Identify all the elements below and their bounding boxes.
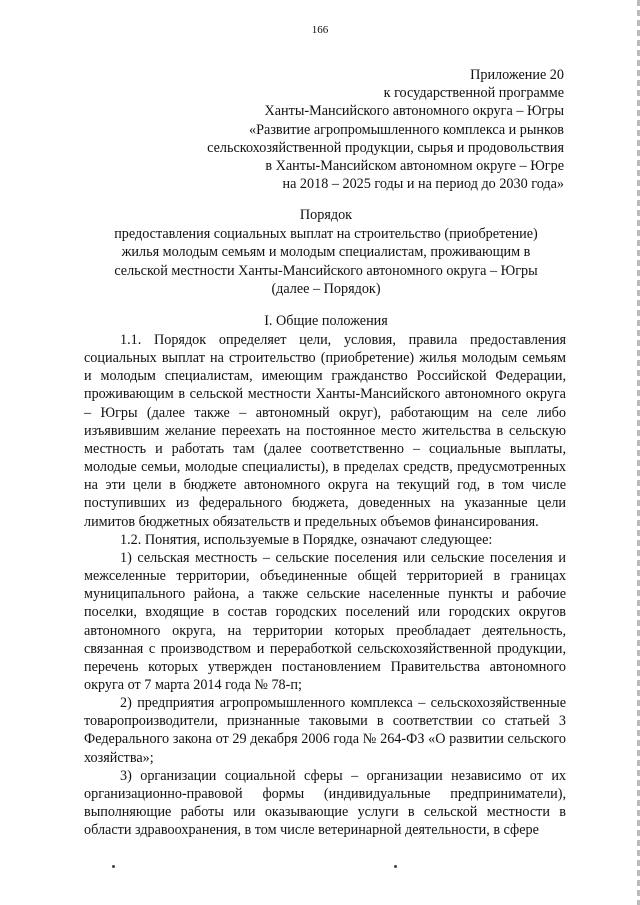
appendix-header (124, 66, 564, 193)
section-heading: I. Общие положения (264, 313, 388, 329)
paragraph-item-1: 1) сельская местность – сельские поселения или сельские поселения и межселенные территории, объединенные общей территорией в границах муниципального района, а также сельские населенные пункты и рабочие поселки, входящие в состав городских поселений или городских округов автономного округа, на территории которых преобладает деятельность, связанная с производством и переработкой сельскохозяйственной продукции, перечень которых утвержден постановлением Правительства автономного округа от 7 марта 2014 года № 78-п; (84, 549, 566, 693)
appendix-line: Ханты-Мансийского автономного округа – Югры (264, 103, 564, 120)
title-line: Порядок (299, 207, 353, 223)
appendix-line: на 2018 – 2025 годы и на период до 2030 года» (282, 176, 564, 193)
page-number: 166 (311, 24, 329, 36)
paragraph-1-2: 1.2. Понятия, используемые в Порядке, означают следующее: (120, 531, 493, 548)
scan-dot (394, 865, 397, 868)
appendix-line: к государственной программе (383, 85, 564, 102)
title-line: предоставления социальных выплат на строительство (приобретение) (114, 225, 538, 242)
appendix-line: сельскохозяйственной продукции, сырья и продовольствия (207, 139, 564, 156)
paragraph-item-3: 3) организации социальной сферы – организации независимо от их организационно-правовой формы (индивидуальные предприниматели), выполняющие работы или оказывающие услуги в сельской местности в области здравоохранения, в том числе ветеринарной деятельности, в сфере (84, 767, 566, 839)
title-line: (далее – Порядок) (271, 281, 381, 298)
title-line: жилья молодым семьям и молодым специалистам, проживающим в (121, 244, 531, 261)
paragraph-1-1: 1.1. Порядок определяет цели, условия, правила предоставления социальных выплат на строительство (приобретение) жилья молодым семьям и молодым специалистам, имеющим гражданство Российской Федерации, проживающим в сельской местности Ханты-Мансийского автономного округа – Югры (далее также – автономный округ), работающим на селе либо изъявившим желание переехать на постоянное место жительства в сельскую местность и работать там (далее соответственно – социальные выплаты, молодые семьи, молодые специалисты), в пределах средств, предусмотренных на эти цели в бюджете автономного округа на текущий год, в том числе поступивших из федерального бюджета, доведенных на указанные цели лимитов бюджетных обязательств и предельных объемов финансирования. (84, 332, 566, 530)
appendix-line: Приложение 20 (470, 67, 564, 83)
appendix-line: «Развитие агропромышленного комплекса и рынков (249, 121, 564, 138)
appendix-line: в Ханты-Мансийском автономном округе – Югре (265, 158, 564, 175)
document-body (84, 331, 566, 839)
paragraph-item-2: 2) предприятия агропромышленного комплекса – сельскохозяйственные товаропроизводители, признанные таковыми в соответствии со статьей 3 Федерального закона от 29 декабря 2006 года № 264-ФЗ «О развитии сельского хозяйства»; (84, 695, 566, 766)
scan-dot (112, 865, 115, 868)
title-line: сельской местности Ханты-Мансийского автономного округа – Югры (114, 262, 538, 279)
document-title (86, 206, 566, 299)
